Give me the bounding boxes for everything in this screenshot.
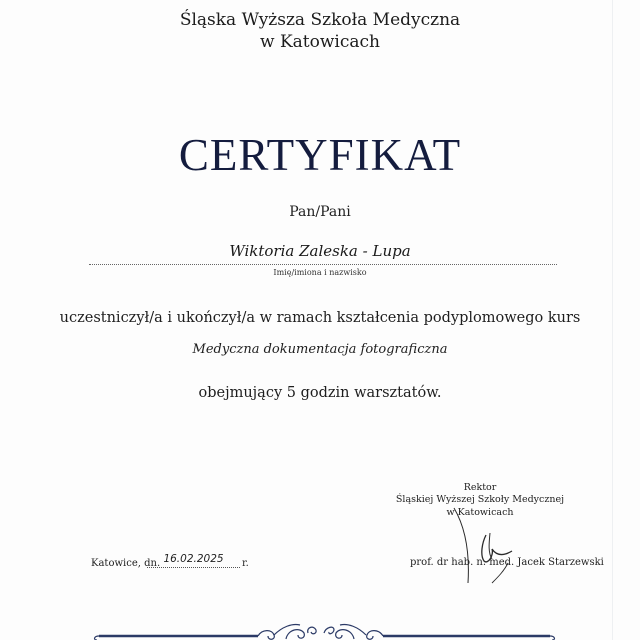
completion-statement: uczestniczył/a i ukończył/a w ramach kształcenia podyplomowego kurs <box>59 310 581 326</box>
date-suffix: r. <box>242 558 249 569</box>
signatory-institution: Śląskiej Wyższej Szkoły Medycznej <box>395 494 565 505</box>
date-dotted-line <box>147 567 240 568</box>
certificate-title: CERTYFIKAT <box>178 130 462 180</box>
institution-name: Śląska Wyższa Szkoła Medyczna <box>179 10 461 30</box>
signatory-role: Rektor <box>463 482 497 493</box>
greeting: Pan/Pani <box>289 204 351 220</box>
date-label: Katowice, dn. <box>91 558 161 569</box>
course-duration: obejmujący 5 godzin warsztatów. <box>198 385 442 401</box>
signatory-name: prof. dr hab. n. med. Jacek Starzewski <box>410 557 604 568</box>
recipient-dotted-line <box>89 264 557 265</box>
recipient-name: Wiktoria Zaleska - Lupa <box>229 242 411 260</box>
handwritten-signature-icon <box>440 505 540 585</box>
signatory-city: w Katowicach <box>446 507 514 518</box>
institution-city: w Katowicach <box>260 32 380 52</box>
recipient-caption: Imię/imiona i nazwisko <box>273 268 367 277</box>
course-name: Medyczna dokumentacja fotograficzna <box>192 342 448 357</box>
date-value: 16.02.2025 <box>163 553 224 565</box>
decorative-flourish-divider-icon <box>0 615 640 640</box>
